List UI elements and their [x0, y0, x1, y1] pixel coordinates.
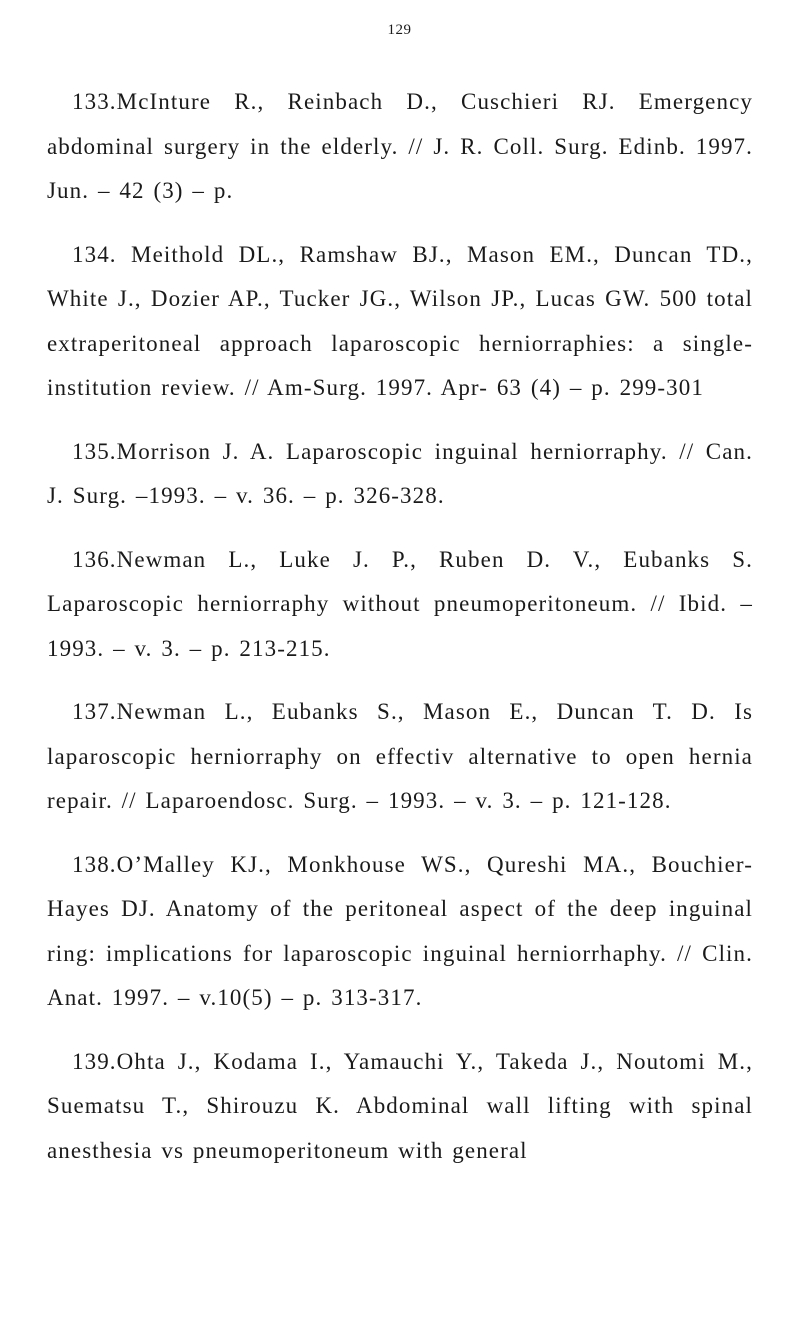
page-number: 129 — [387, 22, 412, 38]
reference-list — [47, 80, 753, 1192]
reference-text: 135.Morrison J. A. Laparoscopic inguinal herniorraphy. // Can. J. Surg. –1993. – v. 36. – p. 326-328. — [47, 438, 753, 508]
reference-item — [47, 80, 753, 214]
reference-text: 134. Meithold DL., Ramshaw BJ., Mason EM., Duncan TD., White J., Dozier AP., Tucker JG., Wilson JP., Lucas GW. 500 total extraperitoneal approach laparoscopic herniorraphies: a single-institution review. // Am-Surg. 1997. Apr- 63 (4) – p. 299-301 — [47, 241, 753, 400]
reference-text: 137.Newman L., Eubanks S., Mason E., Duncan T. D. Is laparoscopic herniorraphy on effectiv alternative to open hernia repair. // Laparoendosc. Surg. – 1993. – v. 3. – p. 121-128. — [47, 699, 753, 813]
reference-text: 133.McInture R., Reinbach D., Cuschieri RJ. Emergency abdominal surgery in the elderly. // J. R. Coll. Surg. Edinb. 1997. Jun. – 42 (3) – p. — [47, 89, 753, 203]
reference-text: 138.O’Malley KJ., Monkhouse WS., Qureshi MA., Bouchier-Hayes DJ. Anatomy of the peritoneal aspect of the deep inguinal ring: implications for laparoscopic inguinal herniorrhaphy. // Clin. Anat. 1997. – v.10(5) – p. 313-317. — [47, 851, 753, 1010]
reference-text: 136.Newman L., Luke J. P., Ruben D. V., Eubanks S. Laparoscopic herniorraphy without pneumoperitoneum. // Ibid. – 1993. – v. 3. – p. 213-215. — [47, 546, 753, 661]
reference-item — [47, 430, 753, 519]
reference-item — [47, 690, 753, 824]
reference-item — [47, 1040, 753, 1174]
reference-item — [47, 843, 753, 1021]
reference-text: 139.Ohta J., Kodama I., Yamauchi Y., Takeda J., Noutomi M., Suematsu T., Shirouzu K. Abdominal wall lifting with spinal anesthesia vs pneumoperitoneum with general — [47, 1048, 753, 1163]
reference-item — [47, 538, 753, 672]
reference-item — [47, 233, 753, 411]
